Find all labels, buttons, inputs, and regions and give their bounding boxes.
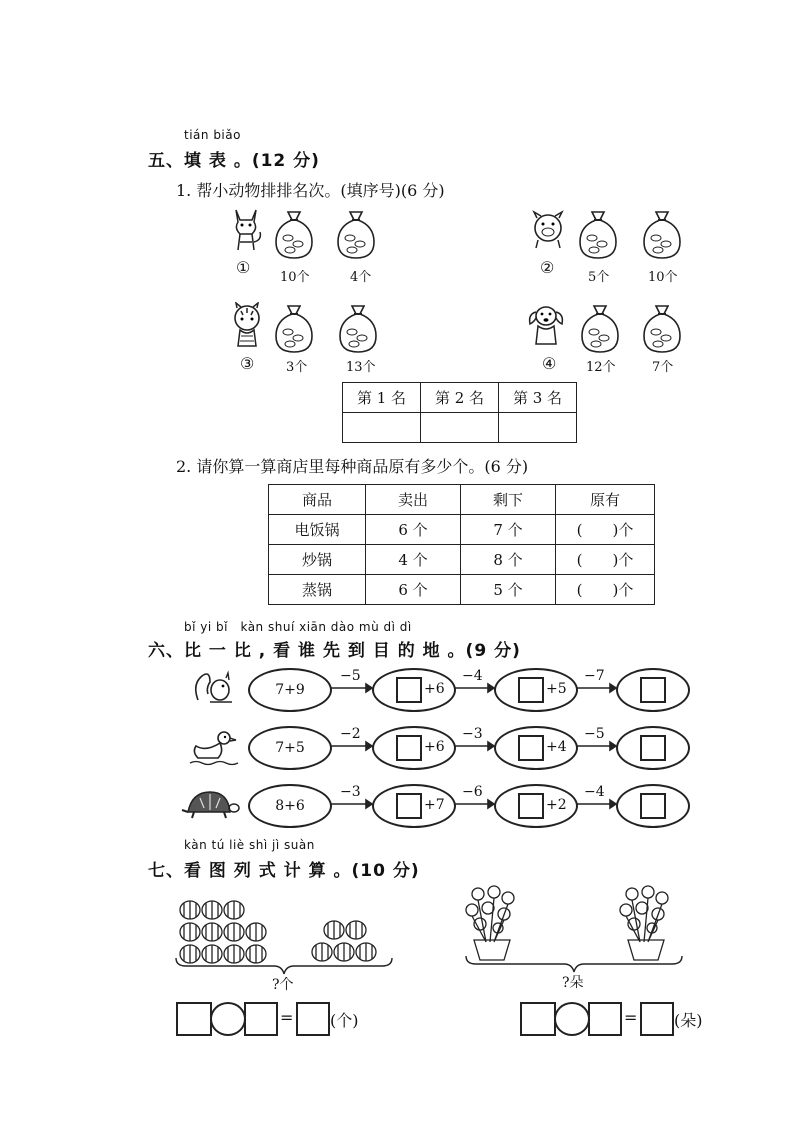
op-label: −4 xyxy=(462,668,483,684)
finish-oval xyxy=(616,668,690,712)
section7-pinyin: kàn tú liè shì jì suàn xyxy=(184,838,315,852)
section7-title: 七、看 图 列 式 计 算 。(10 分) xyxy=(148,861,420,881)
answer-box[interactable] xyxy=(518,793,544,819)
op-label: +5 xyxy=(546,681,567,697)
shop-cell: 4 个 xyxy=(366,545,461,575)
bag-count: 7个 xyxy=(652,360,674,375)
equals-sign: = xyxy=(280,1008,294,1027)
step-oval xyxy=(372,726,456,770)
group4-marker: ④ xyxy=(542,354,557,373)
rank-header: 第 3 名 xyxy=(499,383,577,413)
rank-answer-cell[interactable] xyxy=(343,413,421,443)
money-bag-icon xyxy=(640,302,684,358)
op-label: −3 xyxy=(340,784,361,800)
op-label: −2 xyxy=(340,726,361,742)
finish-oval xyxy=(616,784,690,828)
answer-box[interactable] xyxy=(518,677,544,703)
q1-prompt: 1. 帮小动物排排名次。(填序号)(6 分) xyxy=(176,181,445,200)
group1-marker: ① xyxy=(236,258,251,277)
question-label: ?个 xyxy=(272,977,294,993)
section6-title: 六、比 一 比 , 看 谁 先 到 目 的 地 。(9 分) xyxy=(148,641,521,661)
rank-answer-cell[interactable] xyxy=(421,413,499,443)
question-label: ?朵 xyxy=(562,975,584,991)
rank-table xyxy=(342,382,577,443)
shop-answer-cell[interactable]: ( )个 xyxy=(556,575,655,605)
op-label: +2 xyxy=(546,797,567,813)
bag-count: 13个 xyxy=(346,360,376,375)
answer-box[interactable] xyxy=(520,1002,556,1036)
race-area xyxy=(140,660,700,840)
answer-box[interactable] xyxy=(396,677,422,703)
bag-count: 12个 xyxy=(586,360,616,375)
section5-pinyin: tián biǎo xyxy=(184,128,241,142)
answer-box[interactable] xyxy=(176,1002,212,1036)
money-bag-icon xyxy=(578,302,622,358)
shop-cell: 6 个 xyxy=(366,575,461,605)
start-oval xyxy=(248,784,332,828)
step-oval xyxy=(494,784,578,828)
op-label: −6 xyxy=(462,784,483,800)
operator-circle[interactable] xyxy=(554,1002,590,1036)
start-oval xyxy=(248,668,332,712)
answer-box[interactable] xyxy=(296,1002,330,1036)
section6-pinyin: bǐ yi bǐ kàn shuí xiān dào mù dì dì xyxy=(184,620,412,634)
shop-header: 商品 xyxy=(269,485,366,515)
equals-sign: = xyxy=(624,1008,638,1027)
shop-table xyxy=(268,484,655,605)
money-bag-icon xyxy=(336,302,380,358)
answer-box[interactable] xyxy=(640,793,666,819)
brace-icon xyxy=(464,954,684,974)
answer-box[interactable] xyxy=(588,1002,622,1036)
bag-count: 4个 xyxy=(350,270,372,285)
pig-icon xyxy=(528,210,568,254)
shop-header: 卖出 xyxy=(366,485,461,515)
answer-box[interactable] xyxy=(518,735,544,761)
answer-box[interactable] xyxy=(640,677,666,703)
op-label: −7 xyxy=(584,668,605,684)
answer-box[interactable] xyxy=(640,1002,674,1036)
rank-header: 第 1 名 xyxy=(343,383,421,413)
shop-cell: 7 个 xyxy=(461,515,556,545)
unit-label: (朵) xyxy=(674,1011,703,1030)
operator-circle[interactable] xyxy=(210,1002,246,1036)
op-label: +6 xyxy=(424,681,445,697)
op-label: +7 xyxy=(424,797,445,813)
op-label: +6 xyxy=(424,739,445,755)
shop-header: 剩下 xyxy=(461,485,556,515)
op-label: −4 xyxy=(584,784,605,800)
unit-label: (个) xyxy=(330,1011,359,1030)
op-label: +4 xyxy=(546,739,567,755)
bag-count: 5个 xyxy=(588,270,610,285)
rank-header: 第 2 名 xyxy=(421,383,499,413)
shop-cell: 炒锅 xyxy=(269,545,366,575)
dog-icon xyxy=(526,302,568,352)
money-bag-icon xyxy=(272,208,316,264)
rank-answer-cell[interactable] xyxy=(499,413,577,443)
group2-marker: ② xyxy=(540,258,555,277)
q2-prompt: 2. 请你算一算商店里每种商品原有多少个。(6 分) xyxy=(176,457,529,476)
brace-icon xyxy=(174,956,394,976)
op-label: −5 xyxy=(340,668,361,684)
shop-cell: 8 个 xyxy=(461,545,556,575)
answer-box[interactable] xyxy=(640,735,666,761)
op-label: −3 xyxy=(462,726,483,742)
shop-cell: 电饭锅 xyxy=(269,515,366,545)
step-oval xyxy=(494,726,578,770)
answer-box[interactable] xyxy=(244,1002,278,1036)
shop-cell: 6 个 xyxy=(366,515,461,545)
step-oval xyxy=(372,784,456,828)
start-expression: 7+5 xyxy=(275,740,305,756)
shop-answer-cell[interactable]: ( )个 xyxy=(556,515,655,545)
finish-oval xyxy=(616,726,690,770)
step-oval xyxy=(494,668,578,712)
money-bag-icon xyxy=(576,208,620,264)
cat-icon xyxy=(228,206,264,256)
bag-count: 3个 xyxy=(286,360,308,375)
section5-title: 五、填 表 。(12 分) xyxy=(148,151,320,171)
op-label: −5 xyxy=(584,726,605,742)
group3-marker: ③ xyxy=(240,354,255,373)
shop-cell: 蒸锅 xyxy=(269,575,366,605)
bag-count: 10个 xyxy=(280,270,310,285)
shop-cell: 5 个 xyxy=(461,575,556,605)
start-oval xyxy=(248,726,332,770)
start-expression: 8+6 xyxy=(275,798,305,814)
bag-count: 10个 xyxy=(648,270,678,285)
shop-header: 原有 xyxy=(556,485,655,515)
money-bag-icon xyxy=(640,208,684,264)
money-bag-icon xyxy=(272,302,316,358)
money-bag-icon xyxy=(334,208,378,264)
shop-answer-cell[interactable]: ( )个 xyxy=(556,545,655,575)
answer-box[interactable] xyxy=(396,735,422,761)
start-expression: 7+9 xyxy=(275,682,305,698)
tiger-icon xyxy=(228,302,266,354)
answer-box[interactable] xyxy=(396,793,422,819)
step-oval xyxy=(372,668,456,712)
